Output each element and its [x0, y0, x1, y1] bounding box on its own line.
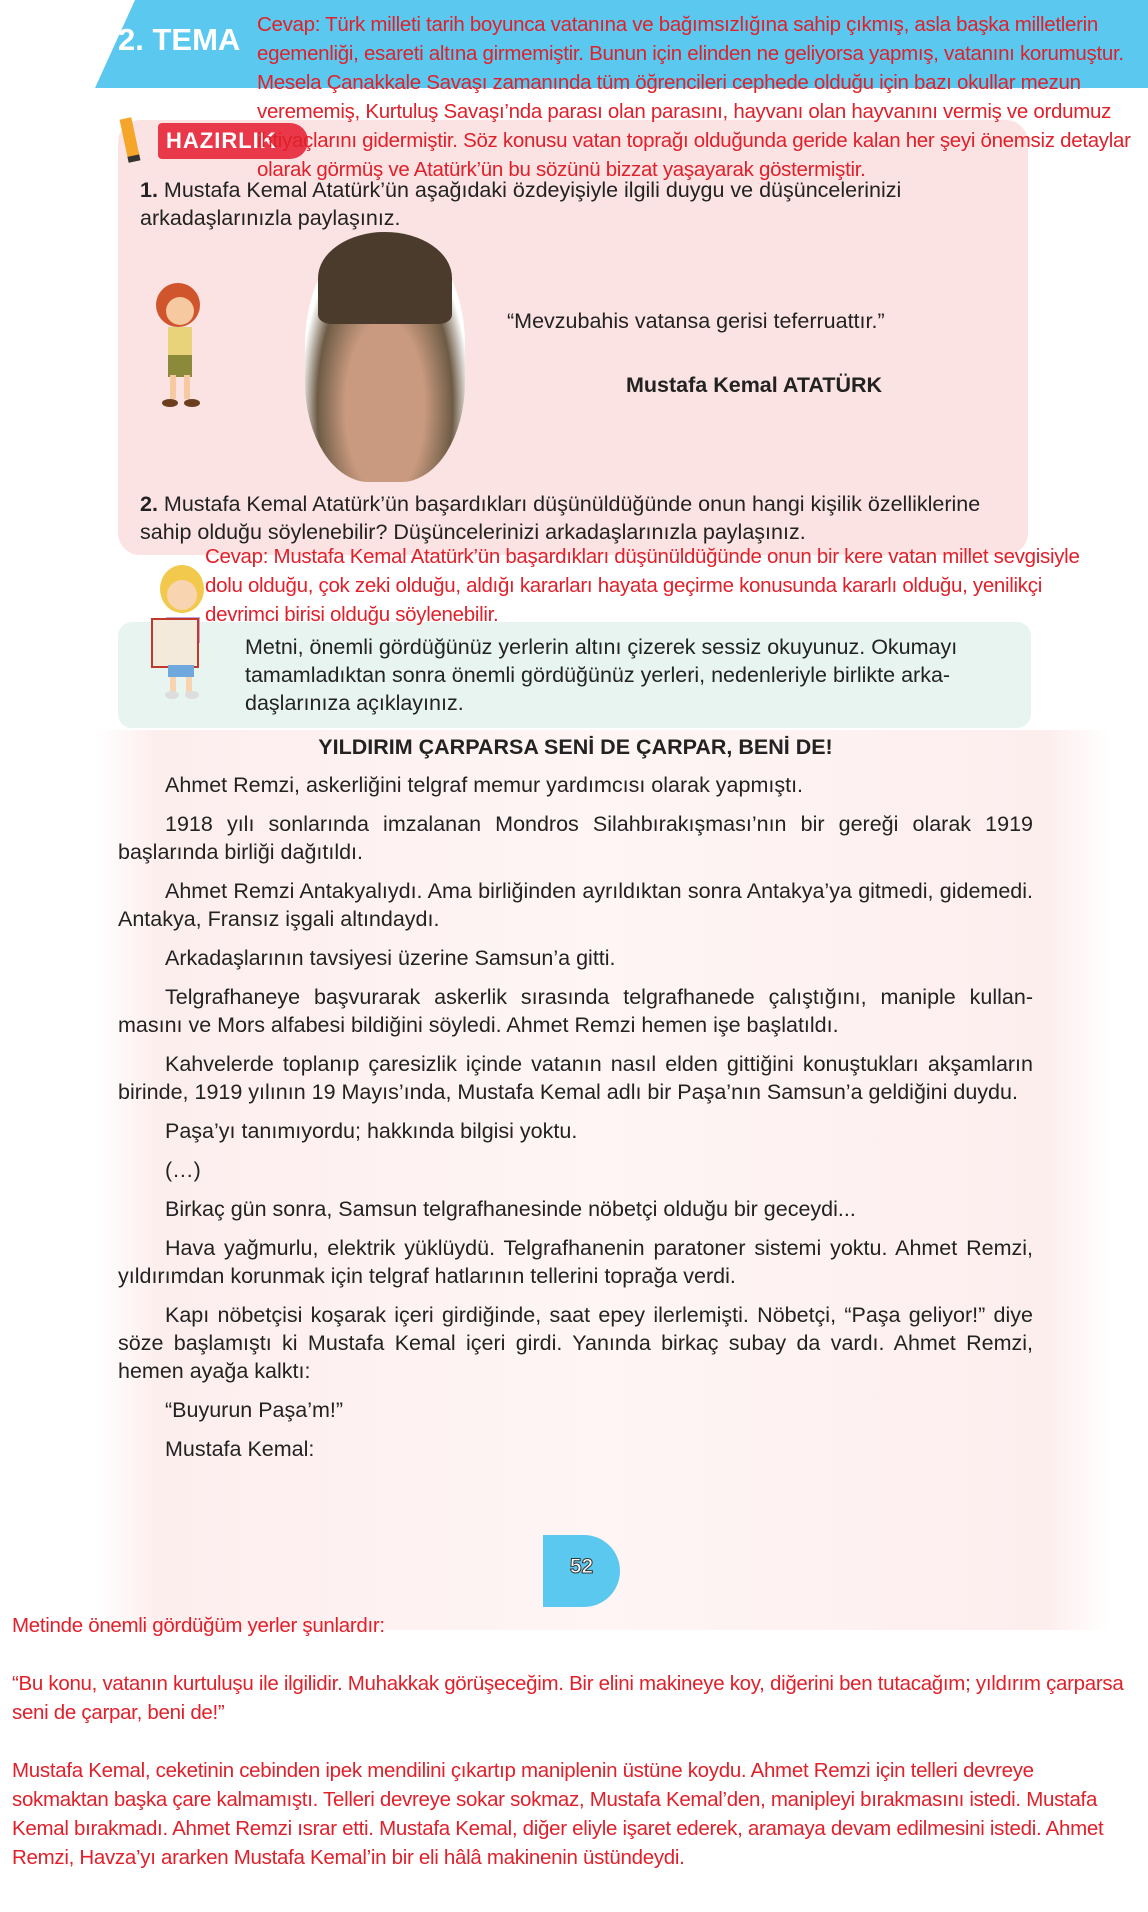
story-paragraph: Ahmet Remzi Antakyalıydı. Ama birliğinden ayrıldıktan sonra Antakya’ya gitmedi, gidemedi. Antakya, Fransız işgali altındaydı.: [118, 879, 1033, 931]
story-paragraph: Arkadaşlarının tavsiyesi üzerine Samsun’a gitti.: [165, 946, 616, 970]
q1-number: 1.: [140, 178, 158, 202]
q1-text: Mustafa Kemal Atatürk’ün aşağıdaki özdeyişiyle ilgili duygu ve düşüncelerinizi arkadaşlarınızla paylaşınız.: [140, 178, 902, 230]
answer-2: Cevap: Mustafa Kemal Atatürk’ün başardıkları düşünüldüğünde onun bir kere vatan millet sevgisiyle dolu olduğu, çok zeki olduğu, aldığı kararları hayata geçirme konusunda kararlı olduğu, yenilikçi devrimci birisi olduğu söylenebilir.: [205, 545, 1080, 626]
story-paragraph: Birkaç gün sonra, Samsun telgrafhanesinde nöbetçi olduğu bir geceydi...: [165, 1197, 856, 1221]
question-2: [140, 490, 1020, 546]
boy-illustration: [146, 275, 214, 409]
ataturk-kalpak: [318, 232, 452, 324]
story-paragraph: Ahmet Remzi, askerliğini telgraf memur yardımcısı olarak yapmıştı.: [165, 773, 804, 797]
story-paragraph: “Buyurun Paşa’m!”: [165, 1398, 344, 1422]
page-number: 52: [543, 1535, 620, 1607]
quote: “Mevzubahis vatansa gerisi teferruattır.”: [507, 309, 885, 333]
answer-quote: “Bu konu, vatanın kurtuluşu ile ilgilidir. Muhakkak görüşeceğim. Bir elini makineye koy, diğerini ben tutacağım; yıldırım çarparsa seni de çarpar, beni de!”: [12, 1672, 1124, 1724]
answer-intro: Metinde önemli gördüğüm yerler şunlardır:: [12, 1614, 385, 1637]
q2-number: 2.: [140, 492, 158, 516]
story: [118, 733, 1033, 1474]
story-paragraph: Hava yağmurlu, elektrik yüklüydü. Telgrafhanenin paratoner sistemi yoktu. Ahmet Remzi, yıldırımdan korunmak için telgraf hatlarının tellerini toprağa verdi.: [118, 1236, 1033, 1288]
story-paragraph: Kahvelerde toplanıp çaresizlik içinde vatanın nasıl elden gittiğini konuştukları akşamların birinde, 1919 yılının 19 Mayıs’ında, Mustafa Kemal adlı bir Paşa’nın Samsun’a geldiğini duydu.: [118, 1052, 1033, 1104]
answer-1: Cevap: Türk milleti tarih boyunca vatanına ve bağımsızlığına sahip çıkmış, asla başka milletlerin egemenliği, esareti altına girmemiştir. Bunun için elinden ne geliyorsa yapmış, vatanını korumuştur. Mesela Çanakkale Savaşı zamanında tüm öğrencileri cephede olduğu için bazı okullar mezun verememiş, Kurtuluş Savaşı’nda parası olan parasını, hayvanı olan hayvanını vermiş ve ordumuz ihtiyaçlarını gidermiştir. Söz konusu vatan toprağı olduğunda geride kalan her şeyi önemsiz detaylar olarak görmüş ve Atatürk’ün bu sözünü bizzat yaşayarak göstermiştir.: [257, 13, 1131, 181]
story-paragraph: Kapı nöbetçisi koşarak içeri girdiğinde, saat epey ilerlemişti. Nöbetçi, “Paşa geliyor!” diye söze başlamıştı ki Mustafa Kemal içeri girdi. Yanında birkaç subay da vardı. Ahmet Remzi, hemen ayağa kalktı:: [118, 1303, 1033, 1383]
story-paragraph: Paşa’yı tanımıyordu; hakkında bilgisi yoktu.: [165, 1119, 578, 1143]
important-parts-answer: [12, 1611, 1132, 1901]
q2-text: Mustafa Kemal Atatürk’ün başardıkları düşünüldüğünde onun hangi kişilik özelliklerine sahip olduğu söylenebilir? Düşüncelerinizi arkadaşlarınızla paylaşınız.: [140, 492, 981, 544]
story-paragraph: 1918 yılı sonlarında imzalanan Mondros Silahbırakışması’nın bir gereği olarak 1919 başlarında birliği dağıtıldı.: [118, 812, 1033, 864]
story-paragraph: Telgrafhaneye başvurarak askerlik sırasında telgrafhanede çalıştığını, maniple kullanmasını ve Mors alfabesi bildiğini söyledi. Ahmet Remzi hemen işe başlatıldı.: [118, 985, 1033, 1037]
story-title: YILDIRIM ÇARPARSA SENİ DE ÇARPAR, BENİ DE!: [318, 735, 833, 759]
answer-text: Mustafa Kemal, ceketinin cebinden ipek mendilini çıkartıp maniplenin üstüne koydu. Ahmet Remzi için telleri devreye sokmaktan başka çare kalmamıştı. Telleri devreye sokar sokmaz, Mustafa Kemal’den, manipleyi bırakmasını istedi. Mustafa Kemal bırakmadı. Ahmet Remzi ısrar etti. Mustafa Kemal, diğer eliyle işaret ederek, aramaya devam edilmesini istedi. Ahmet Remzi, Havza’yı ararken Mustafa Kemal’in bir eli hâlâ makinenin üstündeydi.: [12, 1759, 1104, 1869]
quote-author: Mustafa Kemal ATATÜRK: [626, 373, 883, 397]
story-paragraph: (…): [165, 1158, 201, 1182]
theme-title: 2. TEMA: [118, 22, 241, 57]
question-1: [140, 176, 1020, 232]
preparation-label: HAZIRLIK: [158, 123, 308, 159]
reading-instruction: Metni, önemli gördüğünüz yerlerin altını çizerek sessiz okuyunuz. Okumayı tamamladıktan sonra önemli gördüğünüz yerleri, nedenleriyle birlikte arkadaşlarınıza açıklayınız.: [245, 635, 958, 715]
story-paragraph: Mustafa Kemal:: [165, 1437, 315, 1461]
